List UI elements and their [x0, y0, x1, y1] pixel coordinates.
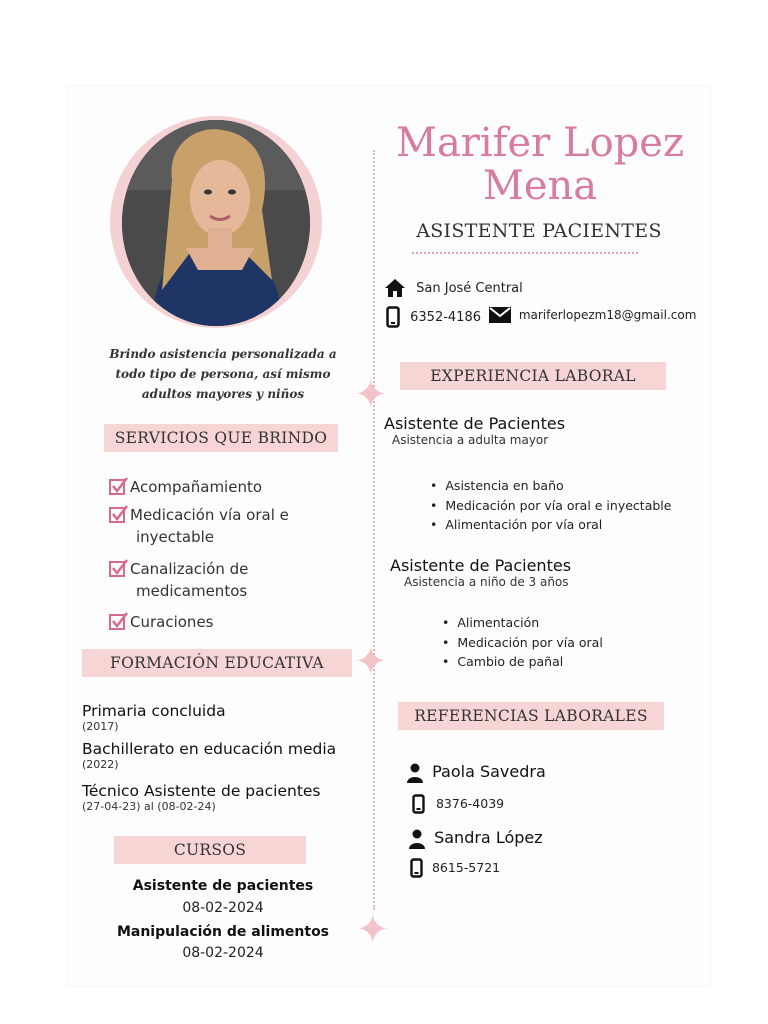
mail-icon — [488, 306, 512, 324]
reference-name-row: Sandra López — [408, 828, 543, 849]
checkbox-check-icon — [108, 476, 128, 496]
education-item: Bachillerato en educación media (2022) — [82, 740, 337, 771]
phone-icon — [412, 794, 425, 814]
job-entry: Asistente de Pacientes Asistencia a niño de 3 años — [390, 556, 572, 589]
home-icon — [384, 278, 406, 298]
education-item: Primaria concluida (2017) — [82, 702, 226, 733]
address-text: San José Central — [416, 280, 523, 296]
checkbox-check-icon — [108, 611, 128, 631]
phone-icon — [386, 306, 400, 328]
profile-photo — [122, 120, 310, 326]
person-icon — [408, 829, 426, 849]
intro-text: Brindo asistencia personalizada a todo tipo de persona, así mismo adultos mayores y niños — [109, 347, 337, 401]
reference-phone-row: 8376-4039 — [412, 794, 504, 814]
person-icon — [406, 763, 424, 783]
address-row — [384, 278, 523, 298]
checkbox-check-icon — [108, 504, 128, 524]
phone-icon — [410, 858, 423, 878]
references-heading: REFERENCIAS LABORALES — [398, 702, 664, 730]
sparkle-icon: ✦ — [354, 639, 388, 685]
email-text: mariferlopezm18@gmail.com — [518, 307, 697, 322]
service-item: Medicación vía oral e inyectable — [108, 504, 289, 548]
education-heading: FORMACIÓN EDUCATIVA — [82, 649, 352, 677]
courses-heading: CURSOS — [114, 836, 306, 864]
phone-text: 6352-4186 — [410, 309, 481, 325]
course-date: 08-02-2024 — [182, 900, 264, 916]
vertical-divider — [373, 150, 375, 910]
job-duties-list: • Asistencia en baño • Medicación por vía oral e inyectable • Alimentación por vía oral — [430, 476, 671, 535]
services-heading: SERVICIOS QUE BRINDO — [104, 424, 338, 452]
sparkle-icon: ✦ — [354, 372, 388, 418]
reference-name-row: Paola Savedra — [406, 762, 546, 783]
education-item: Técnico Asistente de pacientes (27-04-23) al (08-02-24) — [82, 782, 321, 813]
phone-row — [386, 306, 481, 328]
course-title: Manipulación de alimentos — [116, 924, 330, 940]
candidate-name: Marifer Lopez Mena — [395, 120, 685, 209]
service-item: Curaciones — [108, 611, 213, 633]
service-item: Acompañamiento — [108, 476, 262, 498]
sparkle-icon: ✦ — [356, 907, 390, 953]
email-row — [488, 306, 696, 324]
job-role: ASISTENTE PACIENTES — [416, 220, 662, 242]
checkbox-check-icon — [108, 558, 128, 578]
course-title: Asistente de pacientes — [132, 878, 314, 894]
job-duties-list: • Alimentación • Medicación por vía oral • Cambio de pañal — [442, 613, 603, 672]
role-underline — [412, 252, 638, 254]
experience-heading: EXPERIENCIA LABORAL — [400, 362, 666, 390]
service-item: Canalización de medicamentos — [108, 558, 248, 602]
reference-phone-row: 8615-5721 — [410, 858, 500, 878]
course-date: 08-02-2024 — [182, 945, 264, 961]
job-entry: Asistente de Pacientes Asistencia a adulta mayor — [384, 414, 566, 447]
